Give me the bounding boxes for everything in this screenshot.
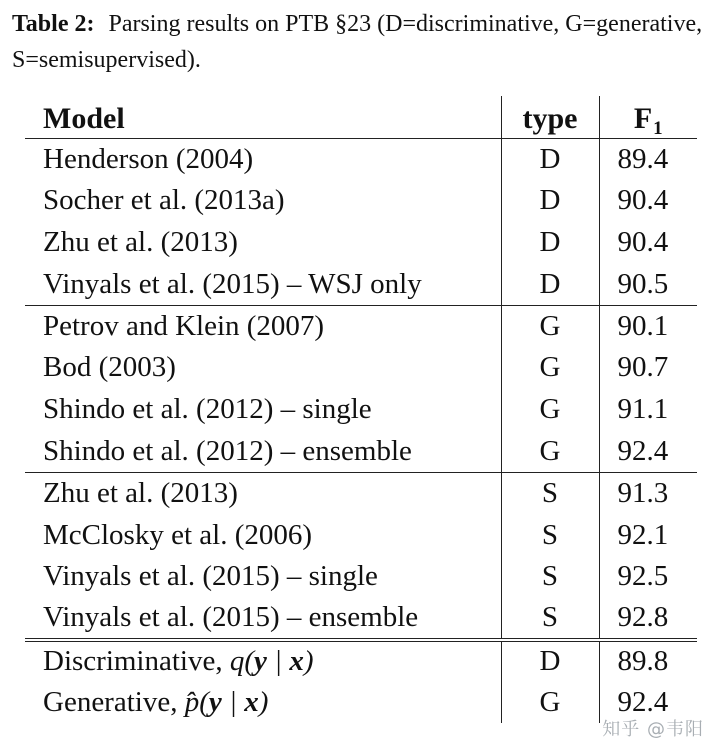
watermark: 知乎 @韦阳 — [602, 719, 704, 740]
model-cell: Vinyals et al. (2015) – single — [43, 560, 378, 593]
table-row — [25, 681, 697, 723]
model-cell: Bod (2003) — [43, 351, 176, 384]
type-cell: S — [501, 556, 599, 598]
math-expression — [185, 686, 269, 718]
math-y: y — [208, 685, 222, 718]
model-cell: Henderson (2004) — [43, 142, 254, 175]
header-f1-sub: 1 — [653, 117, 663, 139]
math-open: ( — [199, 685, 209, 718]
f1-cell: 90.7 — [599, 347, 697, 389]
table-row — [25, 472, 697, 514]
table-caption — [12, 6, 712, 78]
header-f1 — [599, 96, 697, 138]
f1-cell: 91.1 — [599, 389, 697, 431]
f1-cell: 90.5 — [599, 263, 697, 305]
type-cell: G — [501, 347, 599, 389]
model-cell: Shindo et al. (2012) – ensemble — [25, 431, 501, 473]
f1-cell: 92.4 — [599, 431, 697, 473]
header-model: Model — [25, 96, 501, 138]
model-prefix: Discriminative, — [43, 644, 230, 677]
table-row — [25, 347, 697, 389]
type-cell: G — [501, 431, 599, 473]
table-row — [25, 389, 697, 431]
model-cell — [25, 640, 501, 682]
header-row — [25, 96, 697, 138]
type-cell: G — [501, 389, 599, 431]
type-cell: S — [501, 598, 599, 640]
type-cell: D — [501, 263, 599, 305]
math-close: ) — [303, 644, 314, 677]
f1-cell: 92.4 — [599, 681, 697, 723]
math-bar: | — [266, 644, 290, 677]
type-cell: D — [501, 640, 599, 682]
f1-cell: 92.1 — [599, 514, 697, 556]
model-cell — [25, 681, 501, 723]
table-row — [25, 138, 697, 180]
math-fn: p̂ — [184, 685, 200, 718]
f1-cell: 89.8 — [599, 640, 697, 682]
model-cell: Zhu et al. (2013) — [43, 225, 238, 258]
model-cell: Petrov and Klein (2007) — [43, 309, 325, 342]
table-row — [25, 640, 697, 682]
type-cell: S — [501, 472, 599, 514]
f1-cell: 92.8 — [599, 598, 697, 640]
f1-cell: 91.3 — [599, 472, 697, 514]
header-f1-main: F — [633, 101, 653, 135]
type-cell: G — [501, 305, 599, 347]
f1-cell: 92.5 — [599, 556, 697, 598]
f1-cell: 89.4 — [599, 138, 697, 180]
math-fn: q — [229, 644, 245, 677]
model-cell: Vinyals et al. (2015) – WSJ only — [25, 263, 501, 305]
math-y: y — [254, 644, 267, 677]
header-type: type — [501, 96, 599, 138]
results-table — [25, 96, 697, 723]
table-row — [25, 556, 697, 598]
table-row — [25, 180, 697, 222]
type-cell: G — [501, 681, 599, 723]
model-cell: Shindo et al. (2012) – single — [43, 393, 372, 426]
math-bar: | — [221, 685, 245, 718]
type-cell: D — [501, 138, 599, 180]
model-cell: Socher et al. (2013a) — [43, 184, 285, 217]
math-x: x — [289, 644, 304, 677]
f1-cell: 90.4 — [599, 222, 697, 264]
math-open: ( — [244, 644, 255, 677]
f1-cell: 90.1 — [599, 305, 697, 347]
table-row — [25, 514, 697, 556]
math-x: x — [244, 685, 259, 718]
caption-label: Table 2: — [12, 11, 95, 37]
model-cell: McClosky et al. (2006) — [43, 518, 313, 551]
model-cell: Zhu et al. (2013) — [43, 477, 238, 510]
type-cell: D — [501, 180, 599, 222]
table-row — [25, 222, 697, 264]
f1-cell: 90.4 — [599, 180, 697, 222]
model-cell: Vinyals et al. (2015) – ensemble — [25, 598, 501, 640]
model-prefix: Generative, — [43, 685, 185, 718]
type-cell: S — [501, 514, 599, 556]
table-row — [25, 305, 697, 347]
math-expression — [230, 645, 314, 677]
table-row — [25, 598, 697, 640]
math-close: ) — [258, 685, 269, 718]
caption-text: Parsing results on PTB §23 (D=discriminative, G=generative, S=semisupervised). — [12, 11, 703, 73]
table-row — [25, 263, 697, 305]
table-row — [25, 431, 697, 473]
type-cell: D — [501, 222, 599, 264]
